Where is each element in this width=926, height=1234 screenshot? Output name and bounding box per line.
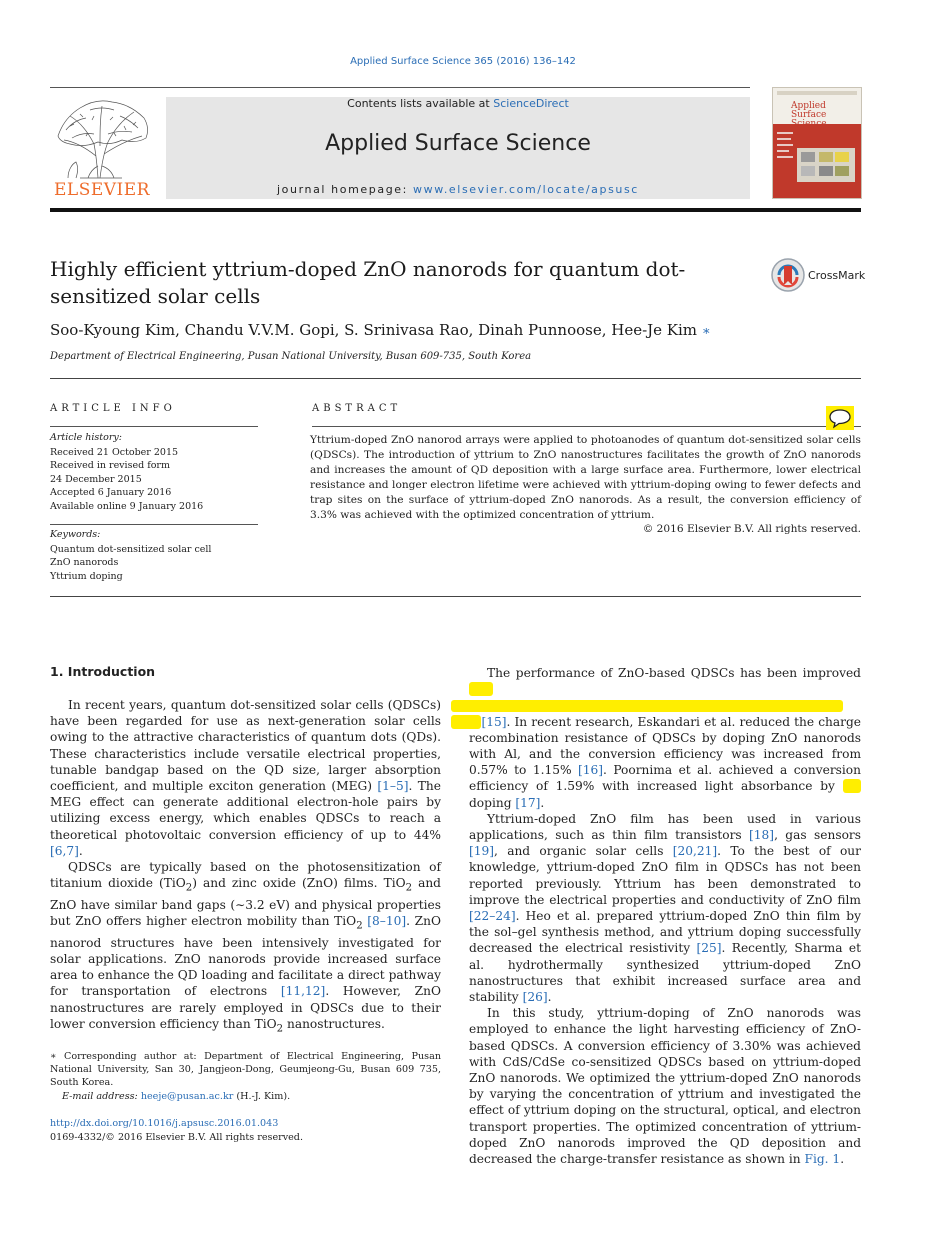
keywords-rule [50, 524, 258, 525]
title-rule [50, 378, 861, 379]
keyword: Yttrium doping [50, 570, 123, 582]
highlight-annotation[interactable] [469, 682, 493, 696]
highlight-annotation[interactable] [843, 779, 861, 793]
highlight-annotation[interactable] [451, 715, 481, 729]
keywords-label: Keywords: [50, 529, 101, 540]
right-column [469, 665, 861, 1167]
abstract-bottom-rule [50, 596, 861, 597]
journal-homepage-link[interactable]: www.elsevier.com/locate/apsusc [413, 183, 639, 196]
comment-annotation-icon[interactable] [826, 406, 854, 430]
citation-link[interactable]: [25] [696, 941, 722, 956]
doi-link[interactable]: http://dx.doi.org/10.1016/j.apsusc.2016.01.043 [50, 1118, 279, 1129]
citation-link[interactable]: [16] [578, 763, 604, 778]
article-info-heading: ARTICLE INFO [50, 403, 176, 414]
abstract-heading: ABSTRACT [312, 403, 402, 414]
history-label: Article history: [50, 432, 122, 443]
citation-link[interactable]: [15] [481, 714, 507, 729]
abstract-copyright: © 2016 Elsevier B.V. All rights reserved. [642, 523, 861, 535]
keyword: Quantum dot-sensitized solar cell [50, 544, 212, 555]
paragraph: Yttrium-doped ZnO film has been used in various applications, such as thin film transistors [18], gas sensors [19], and organic solar cells [20,21]. To the best of our knowledge, yttrium-doped ZnO film in QDSCs has not been reported previously. Yttrium has been demonstrated to improve the electrical properties and conductivity of ZnO film [22–24]. Heo et al. prepared yttrium-doped ZnO thin film by the sol–gel synthesis method, and yttrium doping successfully decreased the electrical resistivity [25]. Recently, Sharma et al. hydrothermally synthesized yttrium-doped ZnO nanostructures that exhibit increased surface area and stability [26]. [469, 811, 862, 1005]
citation-link[interactable]: [19] [469, 844, 495, 859]
elsevier-logo[interactable] [50, 96, 154, 202]
journal-title: Applied Surface Science [325, 131, 591, 156]
paragraph: In this study, yttrium-doping of ZnO nanorods was employed to enhance the light harvesting efficiency of ZnO-based QDSCs. A conversion efficiency of 3.30% was achieved with CdS/CdSe co-sensitized QDSCs based on yttrium-doped ZnO nanorods. We optimized the yttrium-doped ZnO nanorods by varying the concentration of yttrium and investigated the effect of yttrium doping on the structural, optical, and electron transport properties. The optimized concentration of yttrium-doped ZnO nanorods improved the QD deposition and decreased the charge-transfer resistance as shown in Fig. 1. [469, 1006, 861, 1167]
citation-link[interactable]: [1–5] [377, 779, 409, 794]
citation-link[interactable]: [22–24] [469, 909, 516, 924]
email-link[interactable]: heeje@pusan.ac.kr [140, 1090, 234, 1102]
journal-homepage: journal homepage: www.elsevier.com/locate/apsusc [277, 183, 639, 196]
crossmark-label: CrossMark [808, 269, 866, 282]
author-list: Soo-Kyoung Kim, Chandu V.V.M. Gopi, S. Srinivasa Rao, Dinah Punnoose, Hee-Je Kim ∗ [50, 321, 711, 339]
issn-line: 0169-4332/© 2016 Elsevier B.V. All rights reserved. [50, 1132, 303, 1143]
highlight-annotation[interactable] [451, 700, 843, 712]
history-item: Available online 9 January 2016 [50, 500, 204, 512]
crossmark-badge[interactable] [771, 258, 866, 294]
history-list [50, 446, 203, 513]
corresponding-footnote: ∗ Corresponding author at: Department of Electrical Engineering, Pusan National University, San 30, Jangjeon-Dong, Geumjeong-Gu, Busan 609 735, South Korea. E-mail address: heeje@pusan.ac.kr (H.-J. Kim). [50, 1051, 441, 1102]
journal-cover-thumbnail[interactable] [772, 87, 862, 199]
abstract-rule [312, 426, 861, 427]
header-rule [50, 87, 750, 88]
citation-link[interactable]: [6,7] [50, 843, 79, 858]
paragraph: In recent years, quantum dot-sensitized solar cells (QDSCs) have been regarded for use as next-generation solar cells owing to the attractive characteristics of quantum dots (QDs). These characteristics include versatile electrical properties, tunable bandgap based on the QD size, larger absorption coefficient, and multiple exciton generation (MEG) [1–5]. The MEG effect can generate additional electron-hole pairs by utilizing excess energy, which enables QDSCs to reach a theoretical photovoltaic conversion efficiency of up to 44% [6,7]. [50, 698, 441, 858]
history-item: Received 21 October 2015 [50, 447, 179, 458]
history-item: Accepted 6 January 2016 [50, 487, 172, 499]
paragraph: QDSCs are typically based on the photosensitization of titanium dioxide (TiO$_2$) and zinc oxide (ZnO) films. TiO$_2$ and ZnO have similar band gaps (∼3.2 eV) and physical properties but ZnO offers higher electron mobility than TiO$_2$ [8–10]. ZnO nanorod structures have been intensively investigated for solar applications. ZnO nanorods provide increased surface area to enhance the QD loading and facilitate a direct pathway for transportation of electrons [11,12]. However, ZnO nanostructures are rarely employed in QDSCs due to their lower conversion efficiency than TiO$_2$ nanostructures. [50, 860, 441, 1035]
keywords-list [50, 543, 211, 583]
citation-link[interactable]: [26] [522, 990, 548, 1005]
article-title: Highly efficient yttrium-doped ZnO nanorods for quantum dot-sensitized solar cells [50, 257, 686, 308]
citation-link[interactable]: [11,12] [280, 984, 326, 999]
corresponding-author-link[interactable]: ∗ [701, 324, 711, 339]
affiliation: Department of Electrical Engineering, Pusan National University, Busan 609-735, South Korea [50, 351, 532, 362]
citation-link[interactable]: [17] [515, 795, 541, 810]
crossmark-icon [771, 258, 807, 294]
history-item: 24 December 2015 [50, 473, 142, 485]
header-thick-rule [50, 208, 861, 212]
publisher-name: ELSEVIER [54, 180, 150, 200]
keyword: ZnO nanorods [50, 557, 119, 569]
journal-citation[interactable]: Applied Surface Science 365 (2016) 136–142 [350, 56, 576, 67]
sciencedirect-link[interactable]: ScienceDirect [493, 97, 569, 110]
cover-title: Applied Surface Science [791, 101, 827, 129]
citation-link[interactable]: [8–10] [367, 914, 407, 929]
figure-link[interactable]: Fig. 1 [804, 1152, 841, 1167]
citation-link[interactable]: [20,21] [672, 844, 718, 859]
history-item: Received in revised form [50, 460, 170, 472]
contents-line: Contents lists available at ScienceDirect [347, 97, 569, 110]
journal-banner [166, 97, 750, 199]
article-info-rule [50, 426, 258, 427]
citation-link[interactable]: [18] [749, 828, 775, 843]
left-column [50, 697, 441, 1037]
abstract-body: Yttrium-doped ZnO nanorod arrays were applied to photoanodes of quantum dot-sensitized solar cells (QDSCs). The introduction of yttrium to ZnO nanostructures facilitates the growth of ZnO nanorods and increases the amount of QD deposition with a large surface area. Furthermore, lower electrical resistance and longer electron lifetime were achieved with yttrium-doping owing to fewer defects and trap sites on the surface of yttrium-doped ZnO nanorods. As a result, the conversion efficiency of 3.3% was achieved with the optimized concentration of yttrium. [310, 434, 861, 521]
paragraph: The performance of ZnO-based QDSCs has been improved [15]. In recent research, Eskandari et al. reduced the charge recombination resistance of QDSCs by doping ZnO nanorods with Al, and the conversion efficiency was increased from 0.57% to 1.15% [16]. Poornima et al. achieved a conversion efficiency of 1.59% with increased light absorbance by doping [17]. [469, 665, 861, 811]
section-heading-introduction: 1. Introduction [50, 664, 156, 679]
elsevier-tree-icon [50, 96, 154, 180]
